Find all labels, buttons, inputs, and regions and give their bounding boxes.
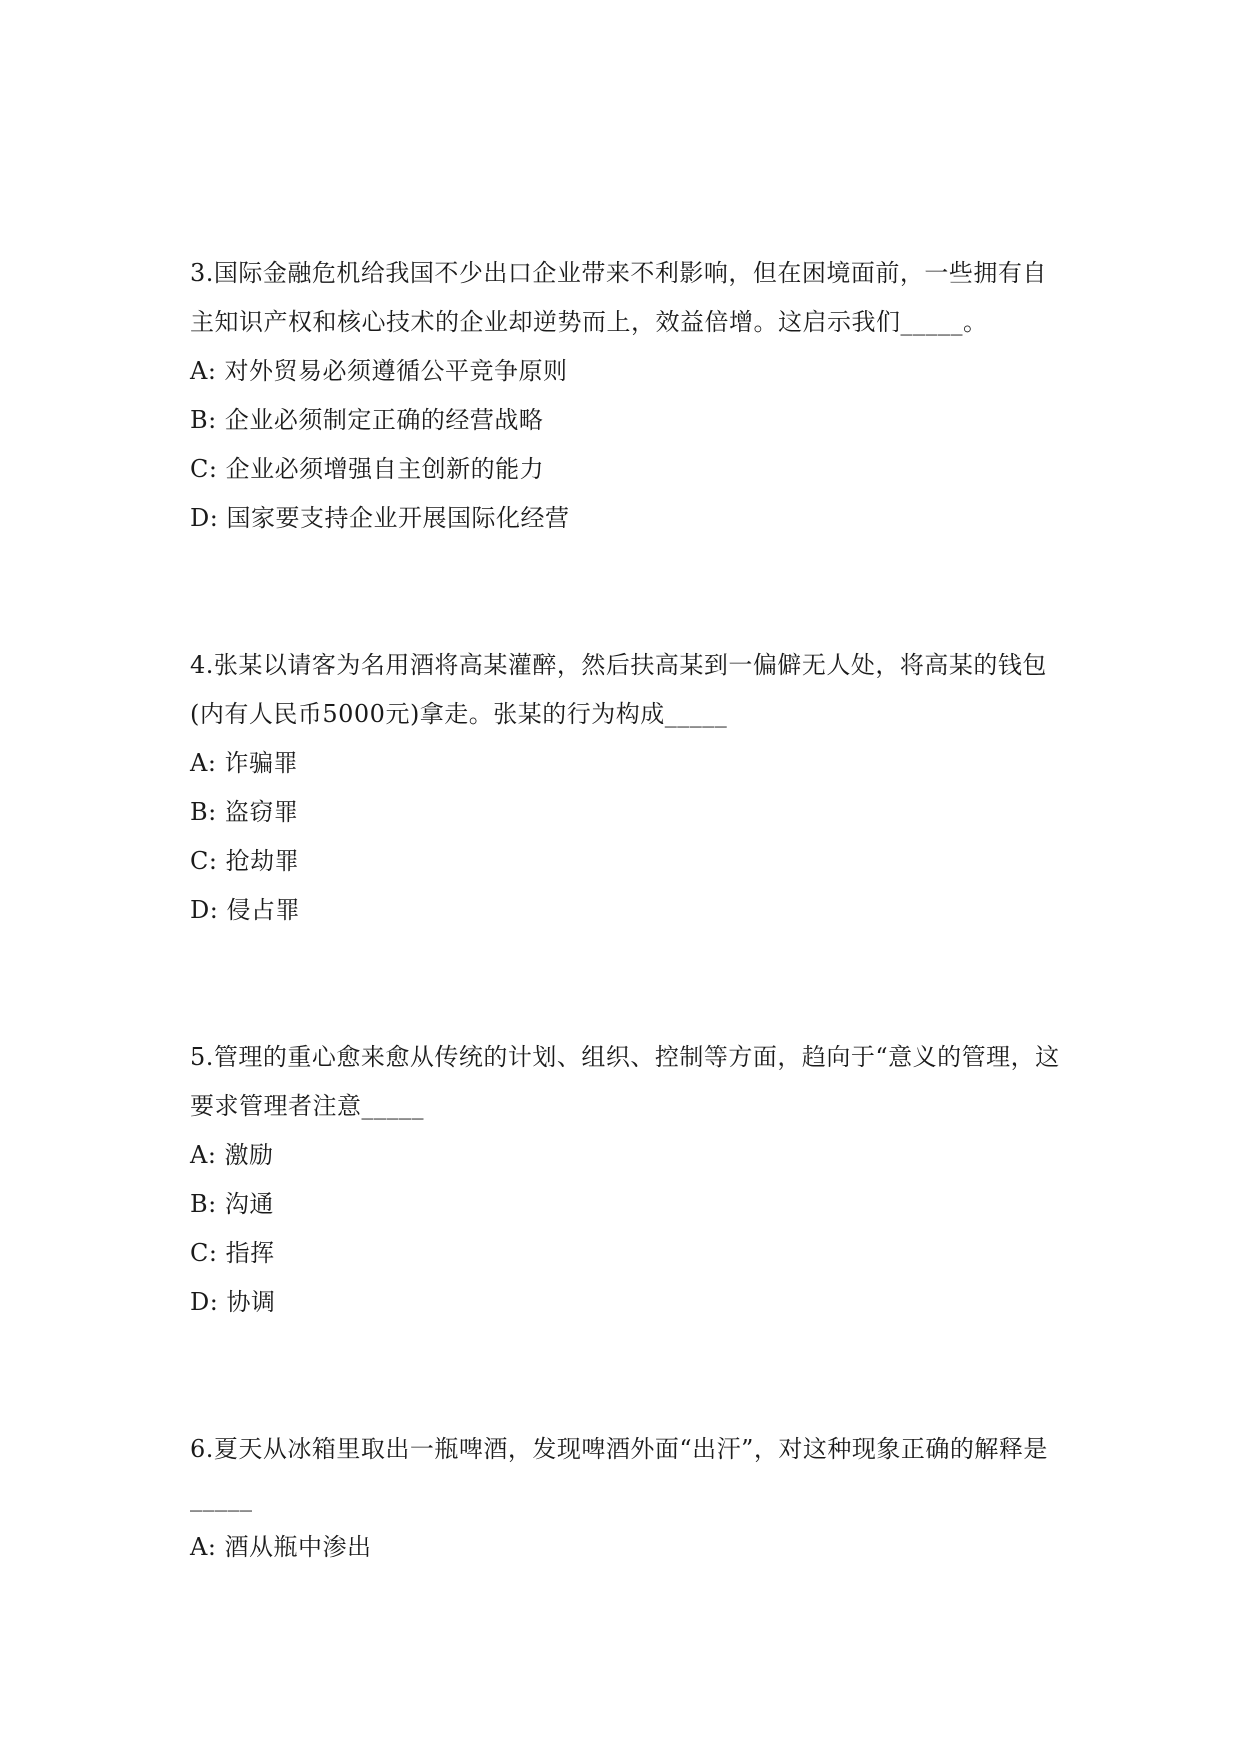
option-c: C: 企业必须增强自主创新的能力 (190, 455, 545, 483)
option-b: B: 企业必须制定正确的经营战略 (190, 406, 544, 434)
question-stem: 6.夏天从冰箱里取出一瓶啤酒，发现啤酒外面“出汗”，对这种现象正确的解释是_____ (190, 1435, 1048, 1512)
option-d: D: 国家要支持企业开展国际化经营 (190, 504, 570, 532)
option-d: D: 侵占罪 (190, 896, 300, 924)
option-d: D: 协调 (190, 1288, 276, 1316)
option-b: B: 沟通 (190, 1190, 274, 1218)
question-4 (190, 641, 1070, 935)
option-a: A: 诈骗罪 (190, 749, 299, 777)
option-a: A: 激励 (190, 1141, 274, 1169)
option-a: A: 对外贸易必须遵循公平竞争原则 (190, 357, 568, 385)
question-5 (190, 1033, 1070, 1327)
question-stem: 3.国际金融危机给我国不少出口企业带来不利影响，但在困境面前，一些拥有自主知识产权和核心技术的企业却逆势而上，效益倍增。这启示我们_____。 (190, 259, 1047, 336)
option-b: B: 盗窃罪 (190, 798, 299, 826)
question-3 (190, 249, 1070, 543)
option-a: A: 酒从瓶中渗出 (190, 1533, 372, 1561)
question-stem: 5.管理的重心愈来愈从传统的计划、组织、控制等方面，趋向于“意义的管理，这要求管理者注意_____ (190, 1043, 1060, 1120)
option-c: C: 抢劫罪 (190, 847, 300, 875)
question-6 (190, 1425, 1070, 1572)
option-c: C: 指挥 (190, 1239, 275, 1267)
question-stem: 4.张某以请客为名用酒将高某灌醉，然后扶高某到一偏僻无人处，将高某的钱包(内有人民币5000元)拿走。张某的行为构成_____ (190, 651, 1047, 728)
